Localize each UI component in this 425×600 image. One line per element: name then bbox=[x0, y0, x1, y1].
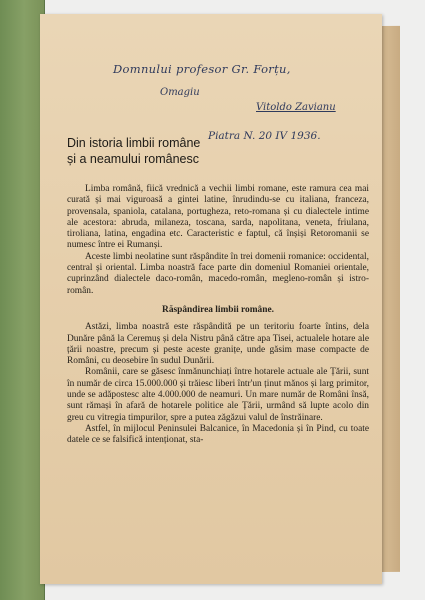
paragraph: Astăzi, limba noastră este răspândită pe un teritoriu foarte întins, dela Dunăre până la Ceremuș și dela Nistru până către apa Tisei, actualele hotare ale țării noastre, precum și peste aceste granițe, unde găsim mase compacte de Români, cu deosebire în sudul Dunării. bbox=[67, 322, 369, 367]
section-heading: Răspândirea limbii române. bbox=[162, 304, 274, 315]
dedication-line2: Omagiu bbox=[160, 87, 200, 98]
dedication-line1: Domnului profesor Gr. Forțu, bbox=[113, 62, 291, 76]
dedication-place-date: Piatra N. 20 IV 1936. bbox=[208, 130, 321, 142]
paragraph: Limba română, fiică vrednică a vechii limbi romane, este ramura cea mai curată și mai viguroasă a gintei latine, înrudindu-se cu italiana, franceza, provensala, spaniola, catalana, portugheza, reto-romana și cu dialectele intime ale acestora: abruda, milaneza, toscana, sarda, napolitana, veneta, friulana, tiroliana, latina, engadina etc. Caracteristic e faptul, că înșiși Retoromanii se numesc între ei Rumanși. bbox=[67, 184, 369, 251]
paragraph: Aceste limbi neolatine sunt răspândite în trei domenii romanice: occidental, central și oriental. Limba noastră face parte din domeniul Romaniei orientale, cuprinzând dialectele daco-român, macedo-român, megleno-român și istro-român. bbox=[67, 251, 369, 296]
dedication-signature: Vitoldo Zavianu bbox=[256, 102, 336, 113]
title-line1: Din istoria limbii române bbox=[67, 136, 201, 150]
article-body bbox=[67, 184, 369, 447]
title-line2: și a neamului românesc bbox=[67, 152, 200, 166]
paragraph: Românii, care se găsesc înmănunchiați între hotarele actuale ale Țării, sunt în număr de circa 15.000.000 și trăiesc liberi într'un ținut mănos și larg primitor, unde se adăpostesc alte 4.000.000 de neamuri. Un mare număr de Români însă, sunt rămași în afară de hotarele politice ale Țării, urmând să lupte acolo din greu cu vitregia timpurilor, spre a putea zăgăzui valul de înstrăinare. bbox=[67, 367, 369, 423]
document-page bbox=[40, 14, 382, 584]
green-cover-edge bbox=[0, 0, 45, 600]
article-title bbox=[67, 135, 277, 167]
paragraph: Astfel, în mijlocul Peninsulei Balcanice, în Macedonia și în Pind, cu toate datele ce se falsifică intenționat, sta- bbox=[67, 423, 369, 446]
